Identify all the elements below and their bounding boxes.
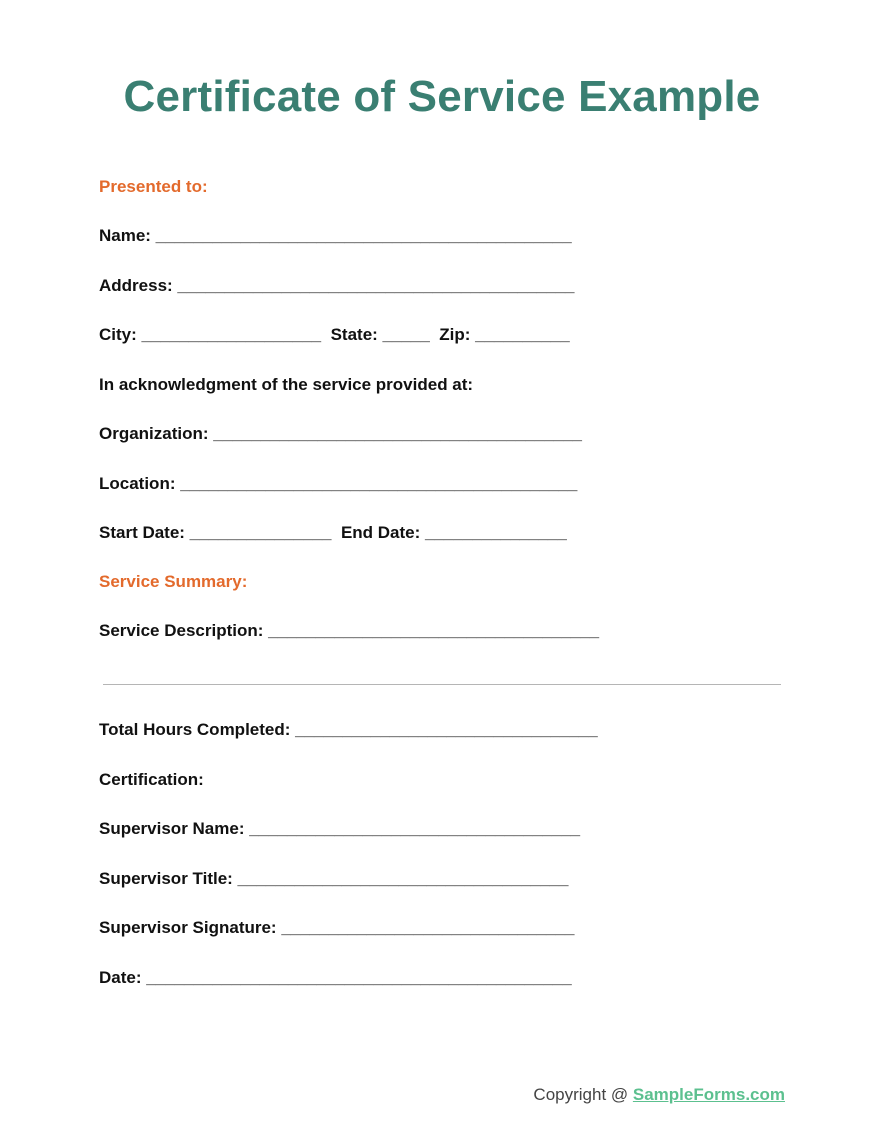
start-end-date-field[interactable]: Start Date: _______________ End Date: _______________ (99, 523, 567, 542)
supervisor-name-field[interactable]: Supervisor Name: ___________________________________ (99, 819, 581, 838)
page-title: Certificate of Service Example (123, 72, 761, 121)
footer-copyright (533, 1085, 785, 1105)
organization-field[interactable]: Organization: _______________________________________ (99, 424, 583, 443)
acknowledgment-text: In acknowledgment of the service provided at: (99, 375, 474, 394)
certification-label: Certification: (99, 770, 204, 789)
supervisor-title-field[interactable]: Supervisor Title: ___________________________________ (99, 869, 569, 888)
supervisor-signature-field[interactable]: Supervisor Signature: _______________________________ (99, 918, 575, 937)
section-divider (103, 684, 781, 685)
service-summary-heading: Service Summary: (99, 572, 248, 591)
total-hours-field[interactable]: Total Hours Completed: ________________________________ (99, 720, 598, 739)
service-description-field[interactable]: Service Description: ___________________________________ (99, 621, 600, 640)
address-field[interactable]: Address: __________________________________________ (99, 276, 575, 295)
city-state-zip-field[interactable]: City: ___________________ State: _____ Zip: __________ (99, 325, 570, 344)
copyright-text: Copyright @ (533, 1085, 633, 1104)
date-field[interactable]: Date: _____________________________________________ (99, 968, 572, 987)
location-field[interactable]: Location: __________________________________________ (99, 474, 578, 493)
presented-to-heading: Presented to: (99, 177, 208, 196)
brand-link[interactable]: SampleForms.com (632, 1085, 785, 1104)
name-field[interactable]: Name: ____________________________________________ (99, 226, 572, 245)
